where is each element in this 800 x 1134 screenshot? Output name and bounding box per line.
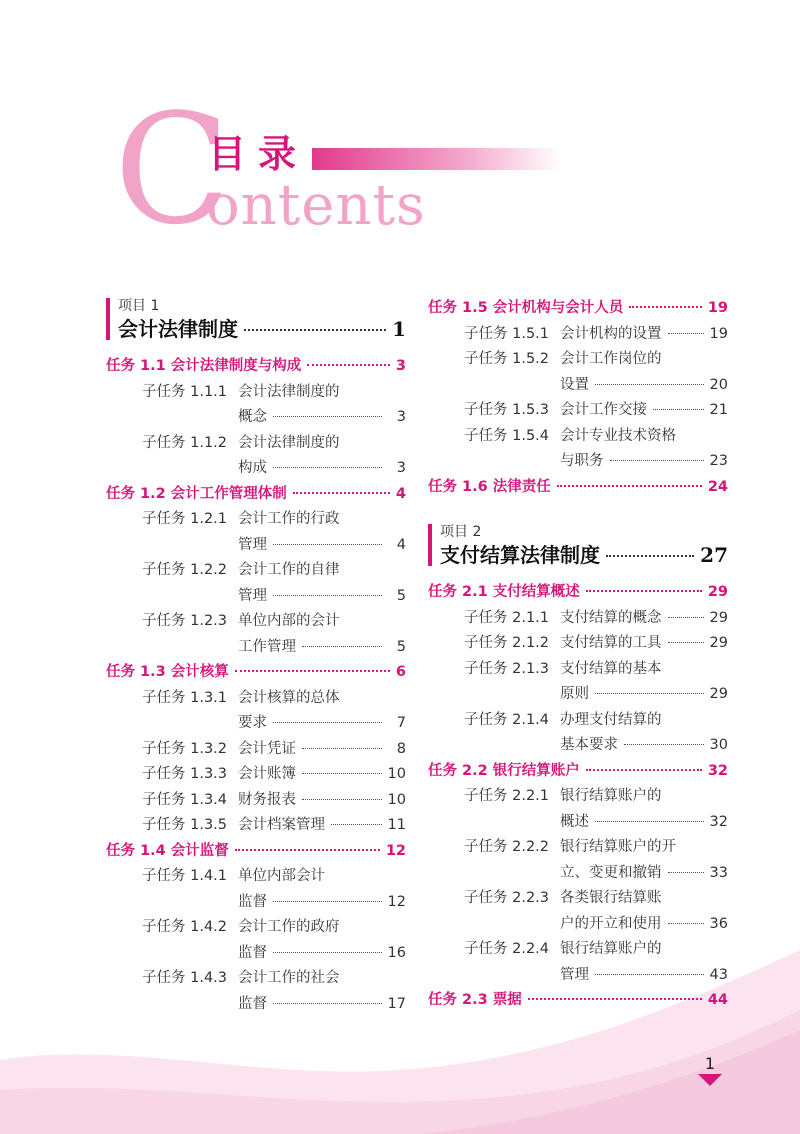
task-page: 32	[707, 762, 728, 779]
subtask-line	[238, 584, 406, 610]
subtask-body	[238, 431, 406, 482]
subtask-code: 子任务 2.1.3	[464, 660, 550, 677]
subtask-line	[238, 558, 406, 584]
subtask-title: 会计工作的社会	[238, 970, 340, 986]
subtask-line	[560, 937, 728, 963]
subtask-title: 会计专业技术资格	[560, 427, 676, 444]
subtask-title: 基本要求	[560, 737, 618, 753]
task-title: 任务 2.3 票据	[428, 992, 522, 1008]
subtask-title: 立、变更和撤销	[560, 864, 662, 881]
toc-task-entry	[106, 354, 406, 380]
title-gradient-bar	[312, 148, 562, 170]
leader-dots	[273, 1003, 382, 1004]
task-page: 44	[707, 992, 728, 1008]
subtask-title: 会计机构的设置	[560, 325, 662, 342]
subtask-code: 子任务 1.4.2	[142, 919, 228, 935]
subtask-page: 33	[709, 864, 728, 881]
subtask-page: 5	[396, 638, 406, 655]
subtask-page: 32	[709, 813, 728, 830]
subtask-code: 子任务 1.2.2	[142, 562, 228, 578]
task-page: 19	[707, 300, 728, 316]
leader-dots	[302, 773, 382, 774]
leader-dots	[273, 416, 382, 417]
subtask-title: 会计工作的行政	[238, 511, 340, 527]
subtask-page: 17	[387, 995, 406, 1012]
subtask-page: 12	[387, 893, 406, 910]
subtask-line	[560, 912, 728, 938]
subtask-line	[560, 606, 728, 632]
subtask-line	[238, 635, 406, 661]
toc-task-entry	[106, 482, 406, 508]
subtask-page: 20	[709, 376, 728, 393]
subtask-code: 子任务 1.5.3	[464, 402, 550, 418]
leader-dots	[610, 460, 704, 461]
subtask-title: 户的开立和使用	[560, 915, 662, 932]
subtask-title: 会计法律制度的	[238, 383, 340, 400]
leader-dots	[653, 409, 704, 410]
subtask-line	[560, 708, 728, 734]
project-label: 项目 1	[118, 298, 160, 314]
subtask-title: 设置	[560, 376, 589, 393]
project-title: 会计法律制度	[118, 317, 238, 341]
leader-dots	[273, 722, 382, 723]
subtask-line	[238, 890, 406, 916]
toc-column-right	[428, 296, 728, 1014]
leader-dots	[293, 492, 390, 494]
toc-subtask-entry	[106, 686, 406, 737]
subtask-line	[238, 762, 406, 788]
subtask-body	[560, 347, 728, 398]
task-page: 29	[707, 584, 728, 600]
subtask-title: 会计账簿	[238, 766, 296, 782]
subtask-code: 子任务 2.2.1	[464, 788, 550, 804]
subtask-line	[560, 657, 728, 683]
subtask-title: 支付结算的概念	[560, 609, 662, 626]
page-marker-triangle	[698, 1074, 722, 1086]
subtask-line	[560, 424, 728, 450]
subtask-title: 银行结算账户的开	[560, 839, 676, 855]
leader-dots	[668, 872, 704, 873]
subtask-title: 与职务	[560, 453, 604, 469]
subtask-title: 各类银行结算账	[560, 890, 662, 906]
toc-subtask-entry	[106, 431, 406, 482]
task-page: 3	[395, 358, 406, 374]
subtask-line	[238, 405, 406, 431]
toc-entries	[428, 296, 728, 500]
leader-dots	[624, 744, 704, 745]
leader-dots	[557, 485, 702, 487]
subtask-title: 构成	[238, 460, 267, 476]
leader-dots	[273, 544, 382, 545]
subtask-title: 监督	[238, 995, 267, 1012]
subtask-line	[560, 449, 728, 475]
leader-dots	[586, 590, 702, 592]
toc-subtask-entry	[106, 609, 406, 660]
toc-task-entry	[428, 988, 728, 1014]
subtask-title: 财务报表	[238, 791, 296, 808]
subtask-title: 会计工作的自律	[238, 562, 340, 578]
subtask-page: 29	[709, 609, 728, 626]
toc-subtask-entry	[428, 398, 728, 424]
subtask-page: 19	[709, 325, 728, 342]
leader-dots	[302, 646, 382, 647]
task-page: 6	[395, 664, 406, 680]
toc-subtask-entry	[106, 966, 406, 1017]
subtask-line	[560, 810, 728, 836]
subtask-body	[238, 558, 406, 609]
subtask-title: 银行结算账户的	[560, 941, 662, 957]
task-title: 任务 1.4 会计监督	[106, 842, 229, 859]
subtask-code: 子任务 1.3.4	[142, 791, 228, 808]
leader-dots	[606, 555, 694, 557]
leader-dots	[273, 901, 382, 902]
subtask-page: 8	[396, 740, 406, 757]
toc-subtask-entry	[428, 424, 728, 475]
toc-entries	[428, 580, 728, 1014]
subtask-code: 子任务 1.1.1	[142, 383, 228, 400]
project-heading	[428, 522, 728, 568]
subtask-line	[560, 322, 728, 348]
task-title: 任务 1.3 会计核算	[106, 664, 229, 680]
subtask-page: 3	[396, 460, 406, 476]
subtask-page: 10	[387, 766, 406, 782]
subtask-title: 支付结算的工具	[560, 635, 662, 651]
subtask-title: 管理	[560, 966, 589, 983]
subtask-code: 子任务 1.1.2	[142, 434, 228, 451]
subtask-line	[238, 380, 406, 406]
subtask-code: 子任务 1.5.1	[464, 325, 550, 342]
toc-subtask-entry	[106, 380, 406, 431]
toc-task-entry	[428, 580, 728, 606]
toc-subtask-entry	[428, 886, 728, 937]
subtask-title: 概述	[560, 813, 589, 830]
title-chinese: 目录	[208, 132, 309, 176]
subtask-line	[560, 784, 728, 810]
leader-dots	[273, 952, 382, 953]
toc-subtask-entry	[106, 788, 406, 814]
subtask-code: 子任务 2.2.2	[464, 839, 550, 855]
task-page: 4	[395, 485, 406, 502]
subtask-title: 会计工作的政府	[238, 919, 340, 935]
subtask-line	[560, 373, 728, 399]
subtask-title: 原则	[560, 686, 589, 702]
subtask-page: 43	[709, 966, 728, 983]
project-page: 1	[392, 317, 406, 341]
subtask-line	[238, 533, 406, 559]
leader-dots	[244, 329, 386, 331]
task-title: 任务 1.6 法律责任	[428, 478, 551, 495]
subtask-code: 子任务 1.5.4	[464, 427, 550, 444]
task-page: 24	[707, 478, 728, 495]
toc-column-left	[106, 296, 406, 1017]
leader-dots	[668, 642, 704, 643]
toc-subtask-entry	[106, 864, 406, 915]
leader-dots	[307, 364, 390, 366]
subtask-title: 支付结算的基本	[560, 660, 662, 677]
subtask-line	[238, 788, 406, 814]
toc-subtask-entry	[106, 813, 406, 839]
task-title: 任务 1.1 会计法律制度与构成	[106, 358, 302, 374]
subtask-title: 会计工作交接	[560, 402, 647, 418]
toc-subtask-entry	[428, 347, 728, 398]
subtask-page: 30	[709, 737, 728, 753]
subtask-body	[238, 864, 406, 915]
subtask-title: 会计凭证	[238, 740, 296, 757]
toc-subtask-entry	[106, 558, 406, 609]
toc-subtask-entry	[428, 835, 728, 886]
leader-dots	[302, 748, 382, 749]
subtask-code: 子任务 1.2.3	[142, 613, 228, 629]
subtask-page: 5	[396, 587, 406, 604]
toc-entries	[106, 354, 406, 1017]
project-heading	[106, 296, 406, 342]
subtask-page: 16	[387, 944, 406, 961]
subtask-body	[560, 708, 728, 759]
subtask-title: 工作管理	[238, 638, 296, 655]
subtask-code: 子任务 2.1.1	[464, 609, 550, 626]
subtask-page: 3	[396, 409, 406, 425]
subtask-title: 管理	[238, 536, 267, 553]
subtask-code: 子任务 2.2.3	[464, 890, 550, 906]
subtask-body	[560, 398, 728, 424]
subtask-line	[238, 507, 406, 533]
subtask-body	[238, 788, 406, 814]
subtask-title: 监督	[238, 944, 267, 961]
subtask-page: 29	[709, 635, 728, 651]
subtask-line	[560, 861, 728, 887]
subtask-line	[560, 835, 728, 861]
project-page: 27	[700, 543, 728, 567]
subtask-line	[238, 941, 406, 967]
toc-task-entry	[428, 475, 728, 501]
leader-dots	[235, 849, 380, 851]
toc-subtask-entry	[106, 762, 406, 788]
toc-subtask-entry	[428, 657, 728, 708]
subtask-code: 子任务 2.1.2	[464, 635, 550, 651]
subtask-body	[560, 424, 728, 475]
subtask-body	[238, 380, 406, 431]
leader-dots	[668, 333, 704, 334]
subtask-page: 36	[709, 915, 728, 932]
subtask-line	[560, 631, 728, 657]
subtask-line	[238, 609, 406, 635]
subtask-body	[560, 606, 728, 632]
leader-dots	[528, 998, 702, 1000]
leader-dots	[595, 384, 704, 385]
subtask-line	[560, 886, 728, 912]
toc-subtask-entry	[428, 937, 728, 988]
toc-subtask-entry	[106, 915, 406, 966]
leader-dots	[668, 923, 704, 924]
subtask-body	[238, 737, 406, 763]
subtask-title: 概念	[238, 409, 267, 425]
leader-dots	[629, 306, 702, 308]
toc-task-entry	[106, 839, 406, 865]
toc-subtask-entry	[106, 737, 406, 763]
subtask-code: 子任务 1.4.1	[142, 868, 228, 884]
subtask-title: 会计档案管理	[238, 817, 325, 833]
subtask-line	[238, 431, 406, 457]
subtask-page: 23	[709, 453, 728, 469]
subtask-code: 子任务 1.3.3	[142, 766, 228, 782]
subtask-title: 管理	[238, 587, 267, 604]
toc-subtask-entry	[428, 322, 728, 348]
subtask-title: 银行结算账户的	[560, 788, 662, 804]
subtask-code: 子任务 1.4.3	[142, 970, 228, 986]
leader-dots	[235, 670, 390, 672]
leader-dots	[331, 824, 382, 825]
subtask-body	[560, 322, 728, 348]
subtask-body	[560, 784, 728, 835]
subtask-body	[238, 966, 406, 1017]
toc-task-entry	[428, 759, 728, 785]
subtask-body	[560, 631, 728, 657]
page-header	[0, 0, 800, 260]
subtask-line	[238, 737, 406, 763]
subtask-line	[238, 456, 406, 482]
subtask-page: 29	[709, 686, 728, 702]
subtask-title: 要求	[238, 715, 267, 731]
subtask-line	[238, 711, 406, 737]
leader-dots	[595, 693, 704, 694]
subtask-code: 子任务 1.2.1	[142, 511, 228, 527]
leader-dots	[586, 769, 702, 771]
subtask-page: 4	[396, 536, 406, 553]
subtask-line	[238, 992, 406, 1018]
leader-dots	[595, 821, 704, 822]
task-title: 任务 1.5 会计机构与会计人员	[428, 300, 624, 316]
subtask-line	[560, 963, 728, 989]
subtask-code: 子任务 2.2.4	[464, 941, 550, 957]
subtask-page: 10	[387, 791, 406, 808]
leader-dots	[595, 974, 704, 975]
toc-subtask-entry	[428, 631, 728, 657]
subtask-body	[560, 886, 728, 937]
task-page: 12	[385, 842, 406, 859]
subtask-page: 11	[387, 817, 406, 833]
leader-dots	[273, 595, 382, 596]
subtask-line	[560, 347, 728, 373]
subtask-body	[238, 507, 406, 558]
leader-dots	[668, 617, 704, 618]
project-label: 项目 2	[440, 524, 482, 540]
subtask-page: 7	[396, 715, 406, 731]
leader-dots	[302, 799, 382, 800]
subtask-body	[560, 835, 728, 886]
toc-task-entry	[106, 660, 406, 686]
subtask-line	[560, 398, 728, 424]
subtask-title: 会计法律制度的	[238, 434, 340, 451]
toc-task-entry	[428, 296, 728, 322]
subtask-line	[238, 864, 406, 890]
subtask-line	[560, 682, 728, 708]
title-contents: ontents	[206, 173, 426, 238]
subtask-title: 监督	[238, 893, 267, 910]
subtask-line	[238, 813, 406, 839]
subtask-body	[238, 686, 406, 737]
subtask-line	[238, 915, 406, 941]
subtask-body	[238, 609, 406, 660]
page-number: 1	[704, 1054, 716, 1073]
leader-dots	[273, 467, 382, 468]
project-title: 支付结算法律制度	[440, 543, 600, 567]
subtask-code: 子任务 1.3.2	[142, 740, 228, 757]
subtask-body	[560, 657, 728, 708]
subtask-line	[238, 966, 406, 992]
subtask-body	[238, 813, 406, 839]
subtask-title: 会计核算的总体	[238, 689, 340, 706]
task-title: 任务 1.2 会计工作管理体制	[106, 485, 287, 502]
subtask-line	[238, 686, 406, 712]
toc-subtask-entry	[428, 784, 728, 835]
subtask-page: 21	[709, 402, 728, 418]
toc-subtask-entry	[428, 606, 728, 632]
subtask-code: 子任务 1.3.1	[142, 689, 228, 706]
subtask-title: 会计工作岗位的	[560, 351, 662, 367]
subtask-title: 办理支付结算的	[560, 711, 662, 728]
subtask-title: 单位内部的会计	[238, 613, 340, 629]
subtask-body	[560, 937, 728, 988]
task-title: 任务 2.2 银行结算账户	[428, 762, 580, 779]
subtask-body	[238, 762, 406, 788]
subtask-code: 子任务 1.5.2	[464, 351, 550, 367]
toc-subtask-entry	[106, 507, 406, 558]
toc-subtask-entry	[428, 708, 728, 759]
subtask-line	[560, 733, 728, 759]
title-letter-c: C	[114, 81, 231, 258]
subtask-body	[238, 915, 406, 966]
subtask-code: 子任务 1.3.5	[142, 817, 228, 833]
task-title: 任务 2.1 支付结算概述	[428, 584, 580, 600]
subtask-code: 子任务 2.1.4	[464, 711, 550, 728]
subtask-title: 单位内部会计	[238, 868, 325, 884]
